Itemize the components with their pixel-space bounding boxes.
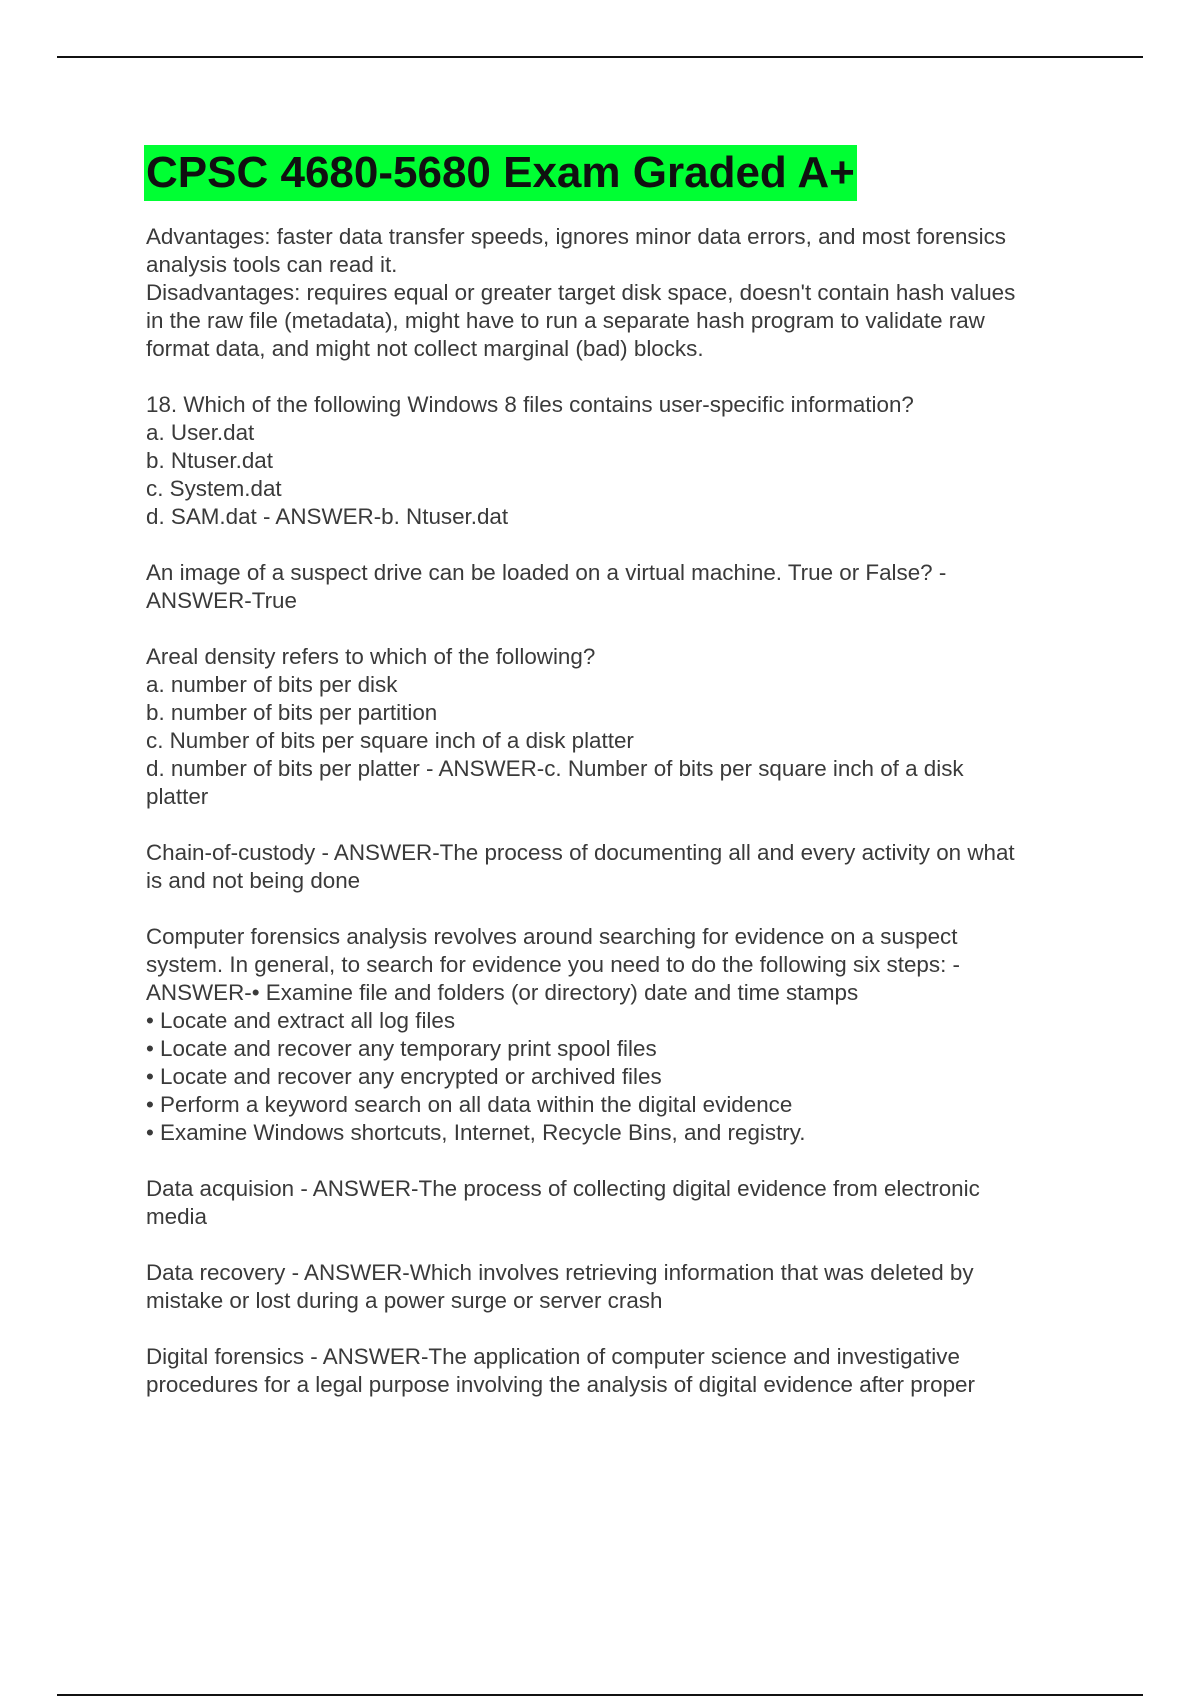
text-line: Data recovery - ANSWER-Which involves retrieving information that was deleted by (146, 1260, 974, 1285)
top-rule (57, 56, 1143, 58)
advantages-disadvantages-block (146, 223, 1096, 363)
question-areal-density-block (146, 643, 1096, 811)
text-line: is and not being done (146, 868, 361, 893)
bullet-item: • Locate and recover any temporary print spool files (146, 1036, 657, 1061)
text-line: ANSWER-True (146, 588, 297, 613)
bullet-item: • Perform a keyword search on all data within the digital evidence (146, 1092, 793, 1117)
text-line: mistake or lost during a power surge or server crash (146, 1288, 663, 1313)
text-line: ANSWER-• Examine file and folders (or directory) date and time stamps (146, 980, 859, 1005)
answer-option: d. SAM.dat - ANSWER-b. Ntuser.dat (146, 504, 509, 529)
question-text: 18. Which of the following Windows 8 files contains user-specific information? (146, 392, 914, 417)
text-line: platter (146, 784, 209, 809)
answer-option: a. number of bits per disk (146, 672, 398, 697)
text-line: system. In general, to search for evidence you need to do the following six steps: - (146, 952, 960, 977)
text-line: Data acquision - ANSWER-The process of collecting digital evidence from electronic (146, 1176, 980, 1201)
bottom-rule (57, 1694, 1143, 1696)
data-recovery-block (146, 1259, 1096, 1315)
question-text: Areal density refers to which of the following? (146, 644, 596, 669)
answer-option: d. number of bits per platter - ANSWER-c. Number of bits per square inch of a disk (146, 756, 964, 781)
answer-option: a. User.dat (146, 420, 255, 445)
data-acquisition-block (146, 1175, 1096, 1231)
bullet-item: • Examine Windows shortcuts, Internet, Recycle Bins, and registry. (146, 1120, 806, 1145)
answer-option: c. Number of bits per square inch of a disk platter (146, 728, 634, 753)
text-line: Computer forensics analysis revolves around searching for evidence on a suspect (146, 924, 958, 949)
text-line: procedures for a legal purpose involving the analysis of digital evidence after proper (146, 1372, 975, 1397)
question-virtual-machine-block (146, 559, 1096, 615)
text-line: Digital forensics - ANSWER-The application of computer science and investigative (146, 1344, 960, 1369)
text-line: Chain-of-custody - ANSWER-The process of documenting all and every activity on what (146, 840, 1015, 865)
bullet-item: • Locate and extract all log files (146, 1008, 456, 1033)
digital-forensics-block (146, 1343, 1096, 1399)
answer-option: c. System.dat (146, 476, 282, 501)
question-ntuser-block (146, 391, 1096, 531)
document-title: CPSC 4680-5680 Exam Graded A+ (144, 145, 857, 201)
text-line: Advantages: faster data transfer speeds, ignores minor data errors, and most forensics (146, 224, 1006, 249)
text-line: media (146, 1204, 207, 1229)
forensics-analysis-steps-block (146, 923, 1096, 1147)
answer-option: b. Ntuser.dat (146, 448, 273, 473)
text-line: analysis tools can read it. (146, 252, 398, 277)
text-line: in the raw file (metadata), might have to run a separate hash program to validate raw (146, 308, 985, 333)
answer-option: b. number of bits per partition (146, 700, 438, 725)
document-body (146, 145, 1096, 1427)
text-line: format data, and might not collect marginal (bad) blocks. (146, 336, 704, 361)
text-line: Disadvantages: requires equal or greater target disk space, doesn't contain hash values (146, 280, 1016, 305)
bullet-item: • Locate and recover any encrypted or archived files (146, 1064, 662, 1089)
text-line: An image of a suspect drive can be loaded on a virtual machine. True or False? - (146, 560, 947, 585)
chain-of-custody-block (146, 839, 1096, 895)
